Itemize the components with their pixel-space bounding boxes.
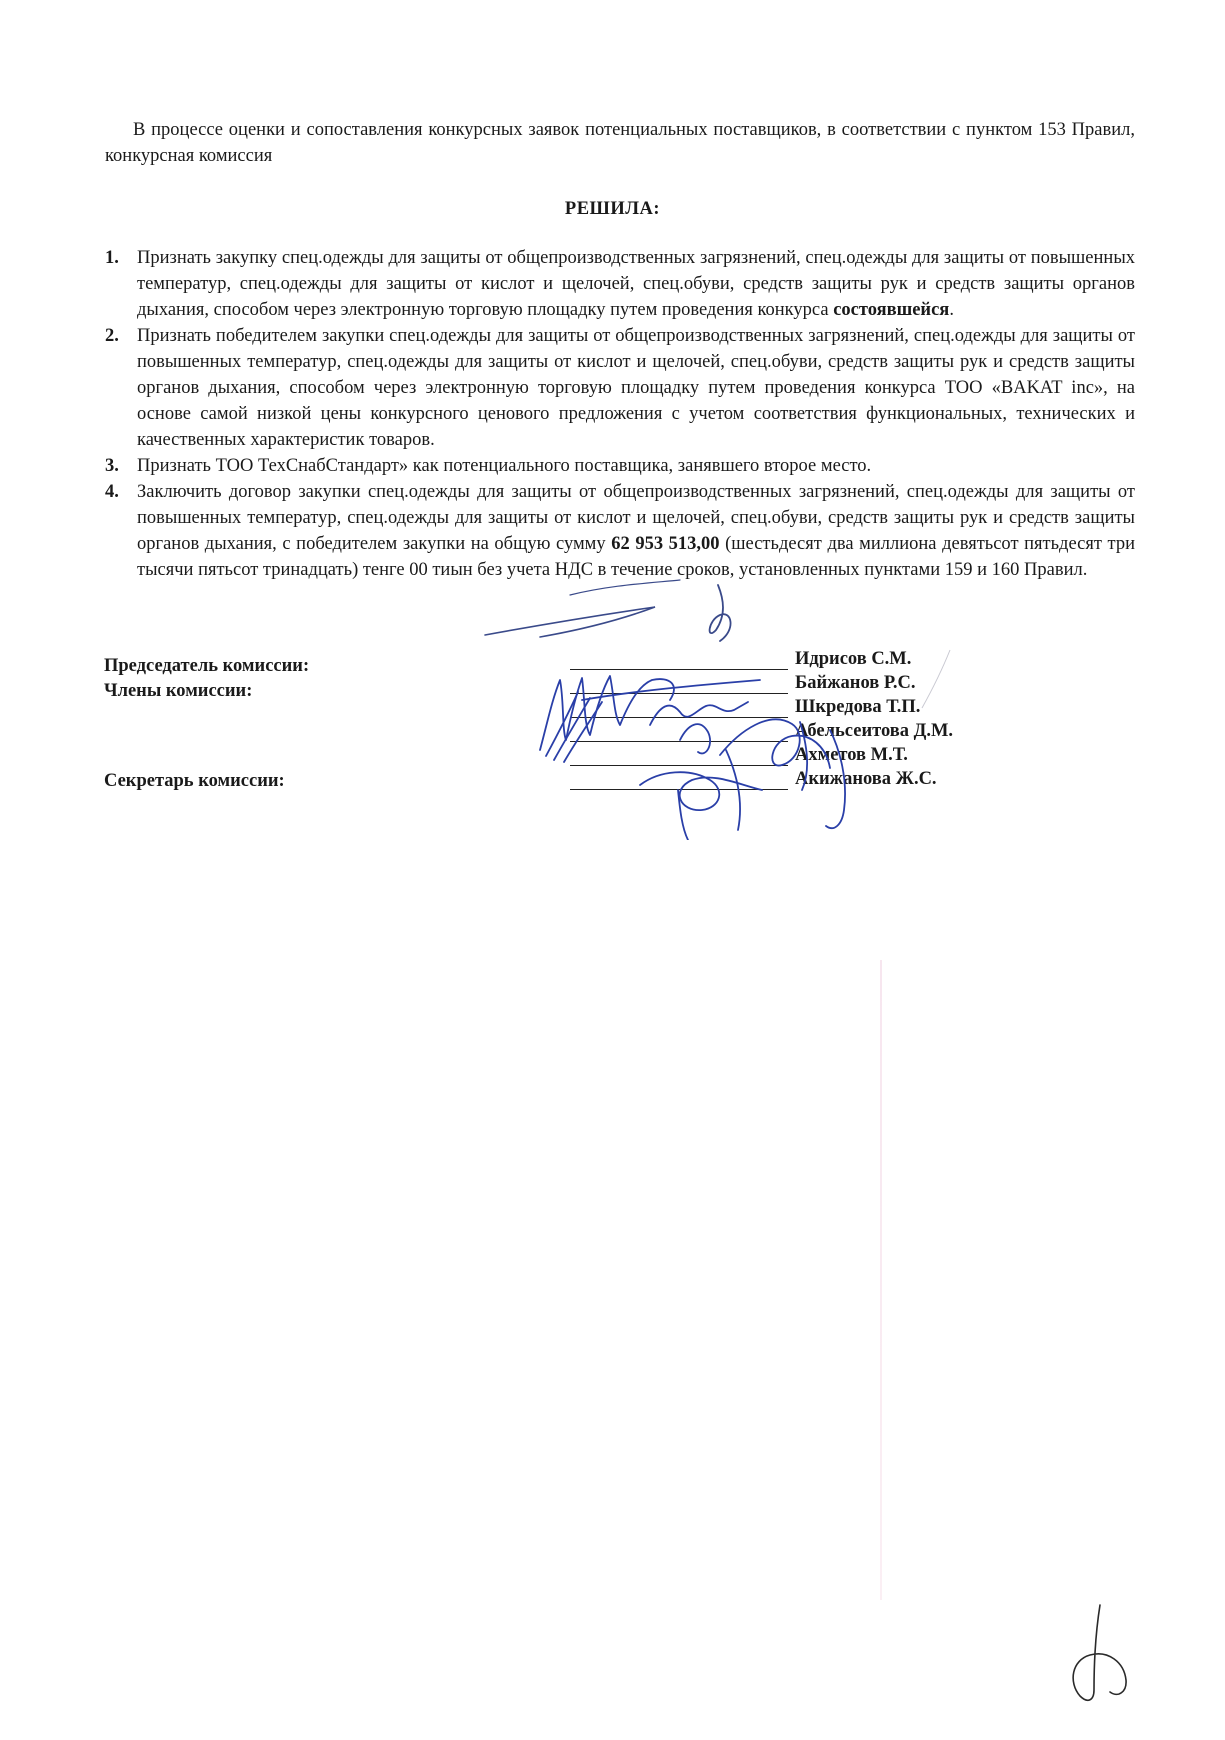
decision-text: Признать закупку спец.одежды для защиты от общепроизводственных загрязнений, спец.одежды для защиты от повышенных температур, спец.одежды для защиты от кислот и щелочей, спец.обуви, средств защиты рук и средств защиты органов дыхания, способом через электронную торговую площадку путем проведения конкурса (137, 248, 1135, 320)
secretary-role: Секретарь комиссии: (104, 771, 285, 791)
decision-text: Заключить договор закупки спец.одежды для защиты от общепроизводственных загрязнений, спец.одежды для защиты от повышенных температур, спец.одежды для защиты от кислот и щелочей, спец.обуви, средств защиты рук и средств защиты органов дыхания, с победителем закупки на общую сумму (137, 482, 1135, 554)
signature-line (570, 693, 788, 694)
decision-text: Признать победителем закупки спец.одежды для защиты от общепроизводственных загрязнений, спец.одежды для защиты от повышенных температур, спец.одежды для защиты от кислот и щелочей, спец.обуви, средств защиты рук и средств защиты органов дыхания, способом через электронную торговую площадку путем проведения конкурса ТОО «BAKAT inc», на основе самой низкой цены конкурсного ценового предложения с учетом соответствия функциональных, технических и качественных характеристик товаров. (137, 326, 1135, 450)
members-role: Члены комиссии: (104, 681, 253, 701)
signatory-name: Акижанова Ж.С. (795, 769, 937, 789)
signatory-name: Абельсеитова Д.М. (795, 721, 954, 741)
decision-text: Признать ТОО ТехСнабСтандарт» как потенциального поставщика, занявшего второе место. (137, 456, 872, 476)
decision-item-1 (105, 245, 1135, 323)
signatory-name: Байжанов Р.С. (795, 673, 916, 693)
signatory-name: Шкредова Т.П. (795, 697, 921, 717)
chairman-role: Председатель комиссии: (104, 656, 310, 676)
item-number: 4. (105, 482, 119, 502)
signature-line (570, 765, 788, 766)
decision-tail: . (949, 300, 954, 320)
signature-line (570, 741, 788, 742)
item-number: 2. (105, 326, 119, 346)
decision-item-2 (105, 323, 1135, 453)
signatory-name: Идрисов С.М. (795, 649, 912, 669)
signature-line (570, 669, 788, 670)
decision-tail: (шестьдесят два миллиона девятьсот пятьдесят три тысячи пятьсот тринадцать) тенге 00 тиын без учета НДС в течение сроков, установленных пунктами 159 и 160 Правил. (137, 534, 1135, 580)
decision-heading: РЕШИЛА: (564, 199, 661, 219)
item-number: 3. (105, 456, 119, 476)
handwritten-initial (480, 575, 770, 650)
decision-item-4 (105, 479, 1135, 583)
signature-line (570, 717, 788, 718)
signatory-name: Ахметов М.Т. (795, 745, 908, 765)
decision-item-3 (105, 453, 1135, 479)
page-initial (1060, 1600, 1150, 1710)
item-number: 1. (105, 248, 119, 268)
contract-amount: 62 953 513,00 (611, 534, 720, 554)
decision-bold-text: состоявшейся (833, 300, 950, 320)
scan-artifact (880, 960, 882, 1600)
intro-paragraph: В процессе оценки и сопоставления конкурсных заявок потенциальных поставщиков, в соответствии с пунктом 153 Правил, конкурсная комиссия (105, 120, 1135, 166)
signature-line (570, 789, 788, 790)
decision-list (105, 245, 1135, 583)
